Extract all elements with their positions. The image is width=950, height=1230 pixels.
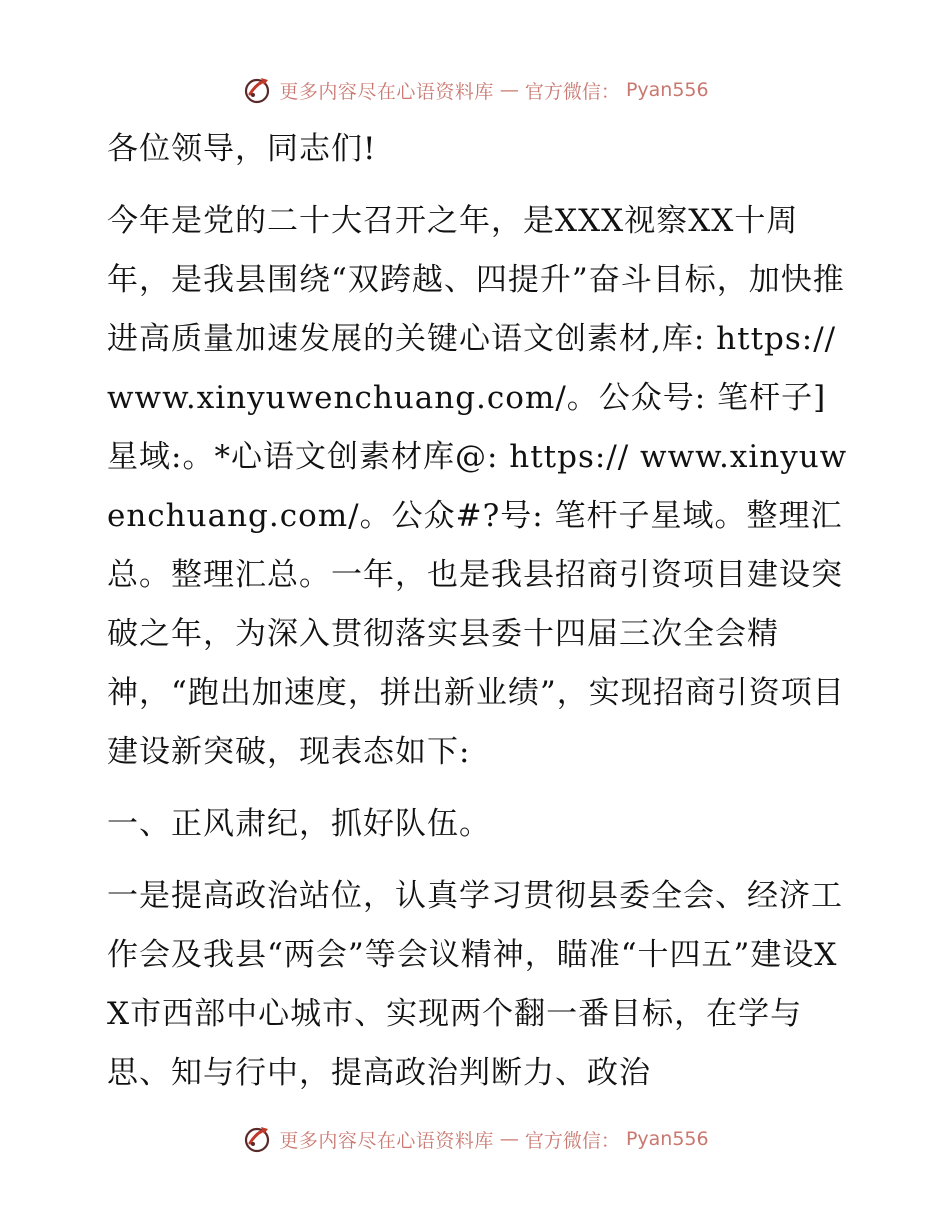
- banner-separator: —: [499, 1128, 519, 1150]
- brand-logo-icon: [241, 1123, 273, 1155]
- greeting: 各位领导，同志们!: [107, 131, 377, 167]
- banner-slogan: 更多内容尽在心语资料库: [279, 80, 494, 103]
- section-heading-1: 一、正风肃纪，抓好队伍。: [107, 806, 491, 842]
- footer-banner-inner: [241, 1123, 708, 1155]
- paragraph-gap: [97, 179, 853, 192]
- banner-official-label: 官方微信：: [524, 80, 620, 103]
- banner-wechat-id: Pyan556: [625, 1128, 709, 1150]
- banner-slogan: 更多内容尽在心语资料库: [279, 1129, 494, 1152]
- document-body: [97, 120, 853, 1103]
- paragraph-section-1: 一是提高政治站位，认真学习贯彻县委全会、经济工作会及我县“两会”等会议精神，瞄准“十四五”建设XX市西部中心城市、实现两个翻一番目标，在学与思、知与行中，提高政治判断力、政治: [107, 878, 843, 1091]
- brand-logo-icon: [241, 74, 273, 106]
- banner-wechat-id: Pyan556: [625, 79, 709, 101]
- banner-separator: —: [499, 79, 519, 101]
- banner-official-label: 官方微信：: [524, 1129, 620, 1152]
- paragraph-gap: [97, 854, 853, 867]
- paragraph-gap: [97, 782, 853, 795]
- header-banner-inner: [241, 74, 708, 106]
- paragraph-intro: 今年是党的二十大召开之年，是XXX视察XX十周年，是我县围绕“双跨越、四提升”奋斗目标，加快推进高质量加速发展的关键心语文创素材,库: https://www.xinyuwenchuang.com/。公众号: 笔杆子]星域:。*心语文创素材库@: https:// www.xinyuwenchuang.com/。公众#?号: 笔杆子星域。整理汇总。整理汇总。一年，也是我县招商引资项目建设突破之年，为深入贯彻落实县委十四届三次全会精神，“跑出加速度，拼出新业绩”，实现招商引资项目建设新突破，现表态如下:: [107, 203, 848, 770]
- footer-banner: [0, 1119, 950, 1159]
- header-banner: [0, 70, 950, 110]
